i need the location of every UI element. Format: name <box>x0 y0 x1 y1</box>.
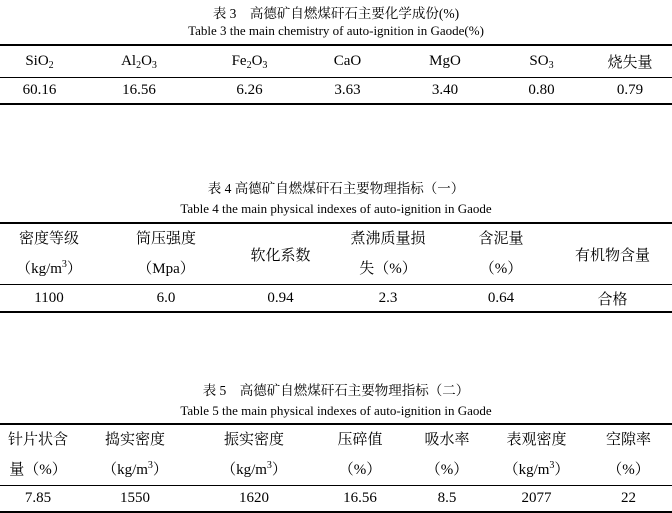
table3-data-row <box>0 78 672 105</box>
table5-cell: 7.85 <box>0 486 76 513</box>
table4-cell: 2.3 <box>327 285 449 313</box>
table5-cell: 1620 <box>194 486 314 513</box>
table5-cell: 22 <box>585 486 672 513</box>
table4-header-row <box>0 223 672 285</box>
table4-cell: 0.94 <box>234 285 327 313</box>
table5-header-apparent-density: 表观密度 $(kg/m^3)$ <box>488 424 585 486</box>
table4-data-row <box>0 285 672 313</box>
table3-caption-cn: 表 3 高德矿自燃煤矸石主要化学成份(%) <box>212 6 460 21</box>
table3-header-row <box>0 45 672 78</box>
table5-header-crushing-value: 压碎值 （%） <box>314 424 406 486</box>
table4-header-softening-coefficient: 软化系数 <box>234 223 327 285</box>
table5-caption-en: Table 5 the main physical indexes of auto-ignition in Gaode <box>180 403 492 418</box>
table5-header-water-absorption: 吸水率 （%） <box>406 424 488 486</box>
table3-header-al2o3: $Al_2O_3$ <box>79 45 199 78</box>
table3-cell: 0.80 <box>495 78 588 105</box>
table3-cell: 16.56 <box>79 78 199 105</box>
table4-cell: 6.0 <box>98 285 234 313</box>
table4-caption-cn: 表 4 高德矿自燃煤矸石主要物理指标（一） <box>207 181 465 196</box>
table3-caption-en: Table 3 the main chemistry of auto-ignition in Gaode(%) <box>188 23 484 38</box>
table5-header-rodded-density: 捣实密度 $(kg/m^3)$ <box>76 424 194 486</box>
table3-header-sio2: SiO$_2$ <box>0 45 79 78</box>
table4-header-organic-content: 有机物含量 <box>553 223 672 285</box>
table3-header-loss-on-ignition: 烧失量 <box>588 45 672 78</box>
table5-data-row <box>0 486 672 513</box>
table3-header-fe2o3: $Fe_2O_3$ <box>199 45 300 78</box>
table4-header-boiling-mass-loss: 煮沸质量损 失（%） <box>327 223 449 285</box>
table4-cell: 1100 <box>0 285 98 313</box>
table3-cell: 6.26 <box>199 78 300 105</box>
table3-header-so3: $SO_3$ <box>495 45 588 78</box>
table5-cell: 1550 <box>76 486 194 513</box>
table3 <box>0 44 672 105</box>
table3-header-mgo: MgO <box>395 45 495 78</box>
table5-header-row <box>0 424 672 486</box>
table3-cell: 60.16 <box>0 78 79 105</box>
table4-caption-en: Table 4 the main physical indexes of auto-ignition in Gaode <box>180 201 492 216</box>
table5-caption-cn: 表 5 高德矿自燃煤矸石主要物理指标（二） <box>202 383 470 398</box>
table3-cell: 3.63 <box>300 78 395 105</box>
table5-header-vibrated-density: 振实密度 $(kg/m^3)$ <box>194 424 314 486</box>
table4-header-cylinder-strength: 筒压强度 （Mpa） <box>98 223 234 285</box>
table3-header-cao: CaO <box>300 45 395 78</box>
table5 <box>0 423 672 513</box>
table5-cell: 8.5 <box>406 486 488 513</box>
table4-cell: 合格 <box>553 285 672 313</box>
table4 <box>0 222 672 313</box>
table5-cell: 2077 <box>488 486 585 513</box>
table5-header-void-ratio: 空隙率 （%） <box>585 424 672 486</box>
table5-cell: 16.56 <box>314 486 406 513</box>
table4-header-density-grade: 密度等级 $(kg/m^3)$ <box>0 223 98 285</box>
table4-cell: 0.64 <box>449 285 553 313</box>
table5-header-flaky-content: 针片状含 量（%） <box>0 424 76 486</box>
table3-cell: 3.40 <box>395 78 495 105</box>
table4-header-mud-content: 含泥量 （%） <box>449 223 553 285</box>
table3-cell: 0.79 <box>588 78 672 105</box>
